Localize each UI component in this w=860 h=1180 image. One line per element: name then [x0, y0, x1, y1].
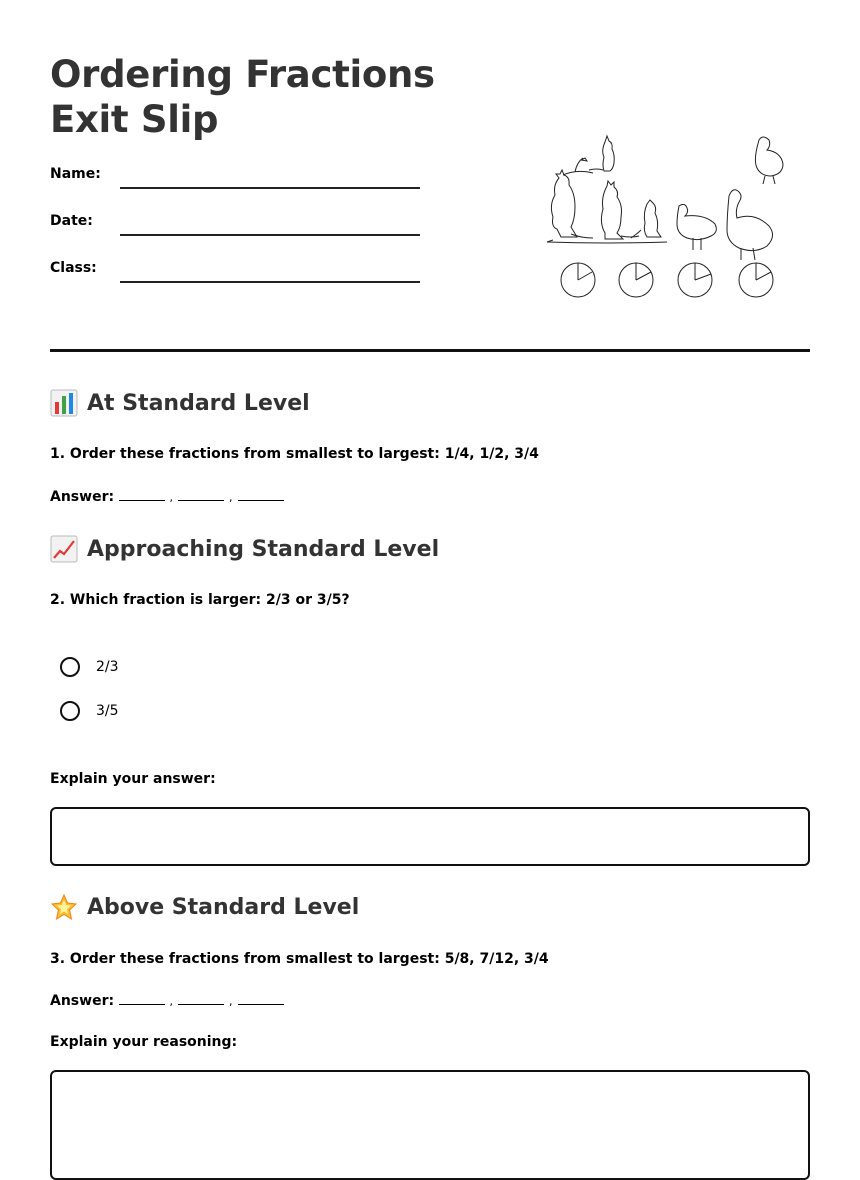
kangaroo-drawing [547, 170, 593, 242]
answer-label-3: Answer: [50, 993, 115, 1009]
explain-answer-textbox[interactable] [50, 807, 810, 866]
name-field[interactable] [120, 187, 420, 189]
answer-row-1: Answer: , , [50, 488, 284, 505]
wallaby-drawing [631, 200, 661, 238]
radio-button[interactable] [60, 701, 80, 721]
header-divider [50, 349, 810, 352]
answer-blank[interactable] [178, 992, 224, 1005]
section-approaching-title: Approaching Standard Level [87, 536, 440, 562]
line-chart-icon [50, 535, 78, 563]
option-2-3[interactable] [60, 657, 119, 677]
question-3: 3. Order these fractions from smallest to largest: 5/8, 7/12, 3/4 [50, 951, 549, 967]
answer-label-1: Answer: [50, 489, 115, 505]
date-field[interactable] [120, 234, 420, 236]
kangaroo-2-drawing [601, 181, 639, 239]
answer-row-3: Answer: , , [50, 992, 284, 1009]
option-label: 3/5 [96, 703, 119, 719]
emu-chick-drawing [677, 204, 716, 250]
branch-bird-drawing [563, 158, 593, 175]
class-label: Class: [50, 260, 97, 276]
page-title: Ordering Fractions Exit Slip [50, 53, 435, 141]
answer-blank[interactable] [178, 488, 224, 501]
emu-drawing [727, 190, 773, 260]
class-field[interactable] [120, 281, 420, 283]
fraction-circles [561, 263, 773, 297]
radio-button[interactable] [60, 657, 80, 677]
section-above-title: Above Standard Level [87, 894, 360, 920]
answer-blank[interactable] [119, 992, 165, 1005]
date-label: Date: [50, 213, 93, 229]
glowing-star-icon [50, 893, 78, 921]
explain-reasoning-textbox[interactable] [50, 1070, 810, 1180]
question-1: 1. Order these fractions from smallest to largest: 1/4, 1/2, 3/4 [50, 446, 539, 462]
small-kangaroo-drawing [589, 136, 614, 171]
answer-blank[interactable] [119, 488, 165, 501]
option-label: 2/3 [96, 659, 119, 675]
explain-label-3: Explain your reasoning: [50, 1034, 238, 1050]
section-approaching-heading [50, 535, 439, 563]
option-3-5[interactable] [60, 701, 119, 721]
section-at-standard-title: At Standard Level [87, 390, 310, 416]
bar-chart-icon [50, 389, 78, 417]
name-label: Name: [50, 166, 101, 182]
section-at-standard-heading [50, 389, 310, 417]
explain-label-2: Explain your answer: [50, 771, 216, 787]
question-2: 2. Which fraction is larger: 2/3 or 3/5? [50, 592, 350, 608]
cassowary-drawing [755, 137, 783, 184]
australian-animals-illustration [545, 130, 790, 305]
answer-blank[interactable] [238, 488, 284, 501]
answer-blank[interactable] [238, 992, 284, 1005]
section-above-heading [50, 893, 359, 921]
